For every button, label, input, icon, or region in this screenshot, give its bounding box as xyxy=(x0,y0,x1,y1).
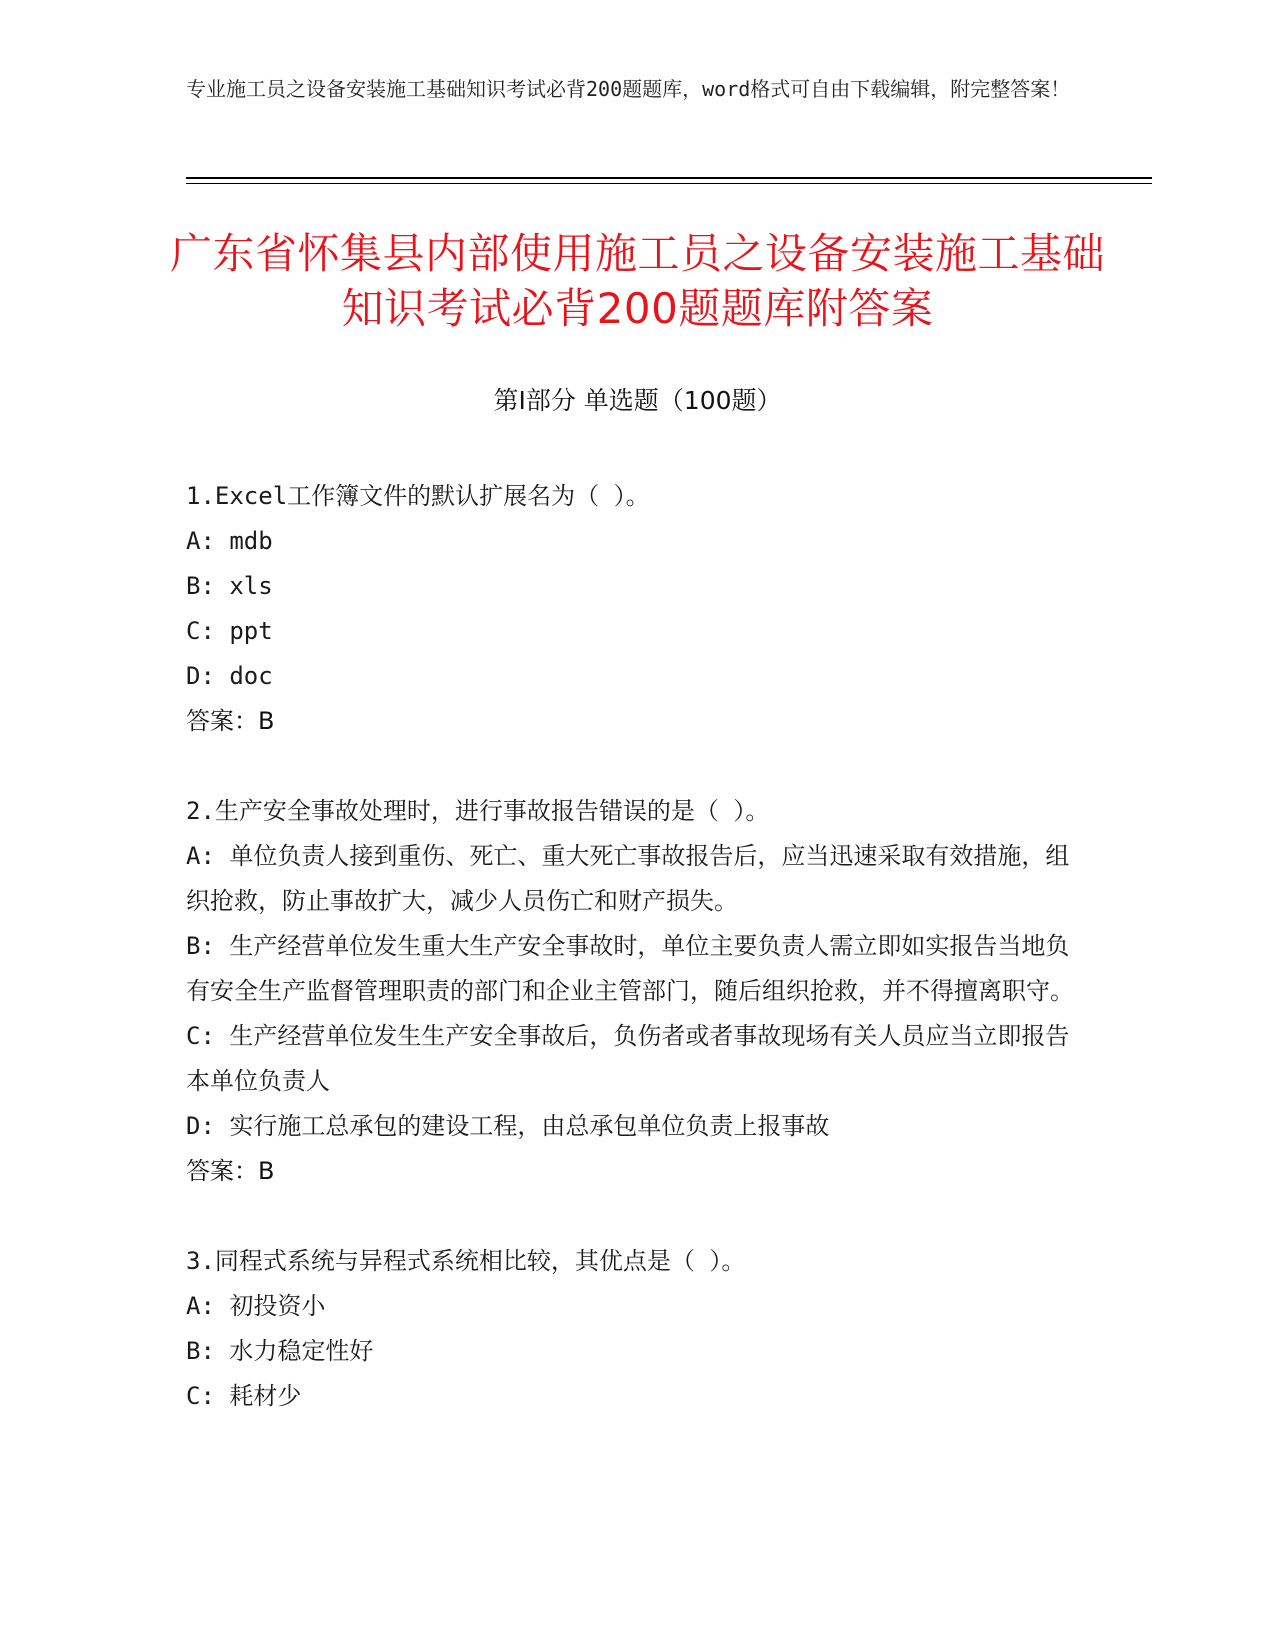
header-rule-thin xyxy=(186,183,1152,184)
question-3 xyxy=(186,1239,1086,1419)
question-2 xyxy=(186,789,1086,1194)
answer: 答案：B xyxy=(186,707,275,735)
question-stem: 3.同程式系统与异程式系统相比较，其优点是（ ）。 xyxy=(186,1247,746,1275)
question-list xyxy=(186,474,1086,1464)
option-d: D: doc xyxy=(186,662,273,690)
question-1 xyxy=(186,474,1086,744)
option-b: B: 水力稳定性好 xyxy=(186,1337,374,1365)
header-rule-thick xyxy=(186,177,1152,179)
option-a: A: mdb xyxy=(186,527,273,555)
option-a: A: 初投资小 xyxy=(186,1292,326,1320)
option-c: C: 耗材少 xyxy=(186,1382,302,1410)
option-c: C: 生产经营单位发生生产安全事故后，负伤者或者事故现场有关人员应当立即报告本单位负责人 xyxy=(186,1022,1070,1095)
section-heading: 第Ⅰ部分 单选题（100题） xyxy=(493,386,782,415)
document-title: 广东省怀集县内部使用施工员之设备安装施工基础知识考试必背200题题库附答案 xyxy=(169,229,1105,333)
option-d: D: 实行施工总承包的建设工程，由总承包单位负责上报事故 xyxy=(186,1112,830,1140)
option-c: C: ppt xyxy=(186,617,273,645)
header-note: 专业施工员之设备安装施工基础知识考试必背200题题库，word格式可自由下载编辑，附完整答案！ xyxy=(186,77,1071,101)
answer: 答案：B xyxy=(186,1157,275,1185)
option-a: A: 单位负责人接到重伤、死亡、重大死亡事故报告后，应当迅速采取有效措施，组织抢救，防止事故扩大，减少人员伤亡和财产损失。 xyxy=(186,842,1070,915)
question-stem: 2.生产安全事故处理时，进行事故报告错误的是（ ）。 xyxy=(186,797,770,825)
option-b: B: 生产经营单位发生重大生产安全事故时，单位主要负责人需立即如实报告当地负有安全生产监督管理职责的部门和企业主管部门，随后组织抢救，并不得擅离职守。 xyxy=(186,932,1074,1005)
question-stem: 1.Excel工作簿文件的默认扩展名为（ ）。 xyxy=(186,482,650,510)
option-b: B: xls xyxy=(186,572,273,600)
